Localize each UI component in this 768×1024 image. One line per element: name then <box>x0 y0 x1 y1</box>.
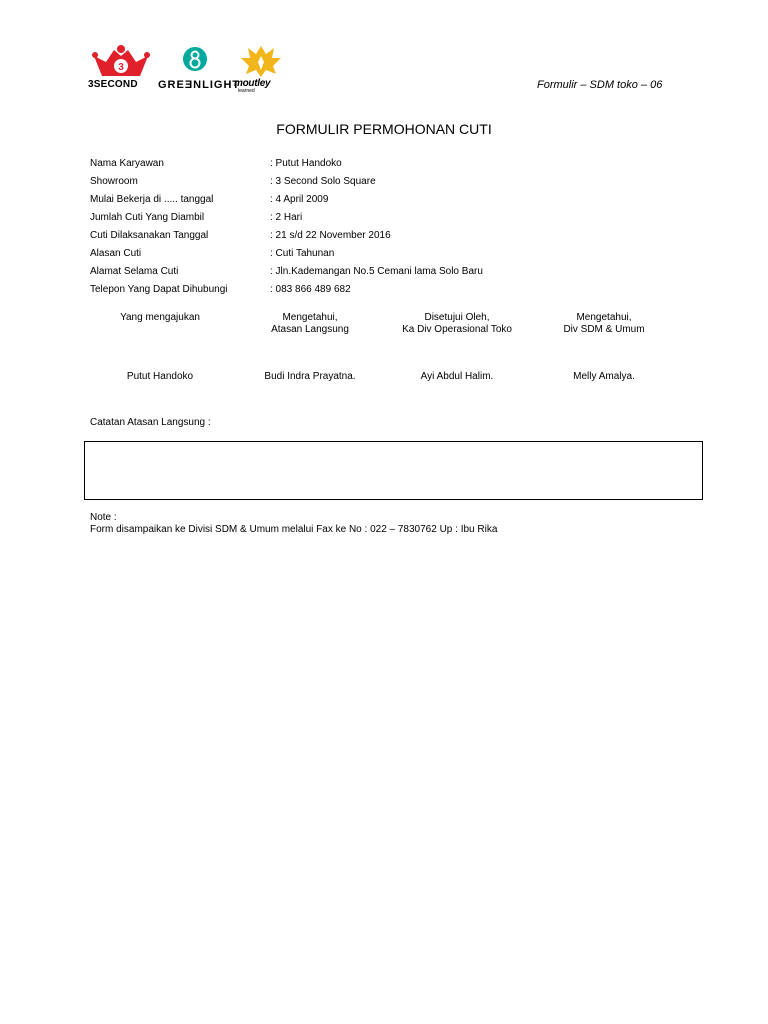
leaf-mark-icon <box>240 44 282 78</box>
logo-3second-text: 3SECOND <box>88 79 138 90</box>
logo-3second <box>88 44 154 94</box>
field-value: : Putut Handoko <box>270 158 342 169</box>
signature-role-line1: Mengetahui, <box>282 312 338 323</box>
field-label: Cuti Dilaksanakan Tanggal <box>90 230 209 241</box>
logo-moutley <box>232 44 292 94</box>
crown-badge-number: 3 <box>118 62 124 73</box>
signature-name-sdm: Melly Amalya. <box>573 371 635 382</box>
note-heading: Note : <box>90 512 117 523</box>
logo-moutley-text: moutley <box>234 78 271 89</box>
field-label: Showroom <box>90 176 138 187</box>
logo-greenlight-text: GREƎNLIGHT <box>158 79 241 91</box>
notes-box <box>84 441 703 500</box>
field-label: Alasan Cuti <box>90 248 142 259</box>
field-label: Alamat Selama Cuti <box>90 266 179 277</box>
signature-header-sdm <box>504 312 704 336</box>
signature-name-pemohon: Putut Handoko <box>126 371 194 382</box>
signature-role-line2: Ka Div Operasional Toko <box>402 324 512 335</box>
logo-greenlight <box>158 46 241 94</box>
crown-icon <box>92 44 150 80</box>
signature-role-line1: Disetujui Oleh, <box>424 312 490 323</box>
signature-role-line2: Div SDM & Umum <box>563 324 645 335</box>
field-value: : Cuti Tahunan <box>270 248 335 259</box>
field-value: : Jln.Kademangan No.5 Cemani lama Solo Baru <box>270 266 483 277</box>
field-value: : 2 Hari <box>270 212 303 223</box>
greenlight-mark-icon <box>182 46 208 76</box>
logo-moutley-subtext: learned <box>238 88 255 94</box>
field-label: Nama Karyawan <box>90 158 164 169</box>
note-text: Form disampaikan ke Divisi SDM & Umum melalui Fax ke No : 022 – 7830762 Up : Ibu Rika <box>90 524 498 535</box>
signature-name-operasional: Ayi Abdul Halim. <box>420 371 494 382</box>
signature-role-line1: Mengetahui, <box>576 312 632 323</box>
field-label: Mulai Bekerja di ..... tanggal <box>90 194 214 205</box>
field-value: : 4 April 2009 <box>270 194 329 205</box>
form-code: Formulir – SDM toko – 06 <box>537 79 663 91</box>
field-value: : 3 Second Solo Square <box>270 176 376 187</box>
signature-role-line2: Atasan Langsung <box>271 324 349 335</box>
field-value: : 083 866 489 682 <box>270 284 351 295</box>
field-value: : 21 s/d 22 November 2016 <box>270 230 391 241</box>
signature-name-atasan: Budi Indra Prayatna. <box>264 371 356 382</box>
field-label: Jumlah Cuti Yang Diambil <box>90 212 205 223</box>
page-title: FORMULIR PERMOHONAN CUTI <box>276 121 492 137</box>
notes-label: Catatan Atasan Langsung : <box>90 417 211 428</box>
signature-role-line1: Yang mengajukan <box>120 312 200 323</box>
field-label: Telepon Yang Dapat Dihubungi <box>90 284 228 295</box>
